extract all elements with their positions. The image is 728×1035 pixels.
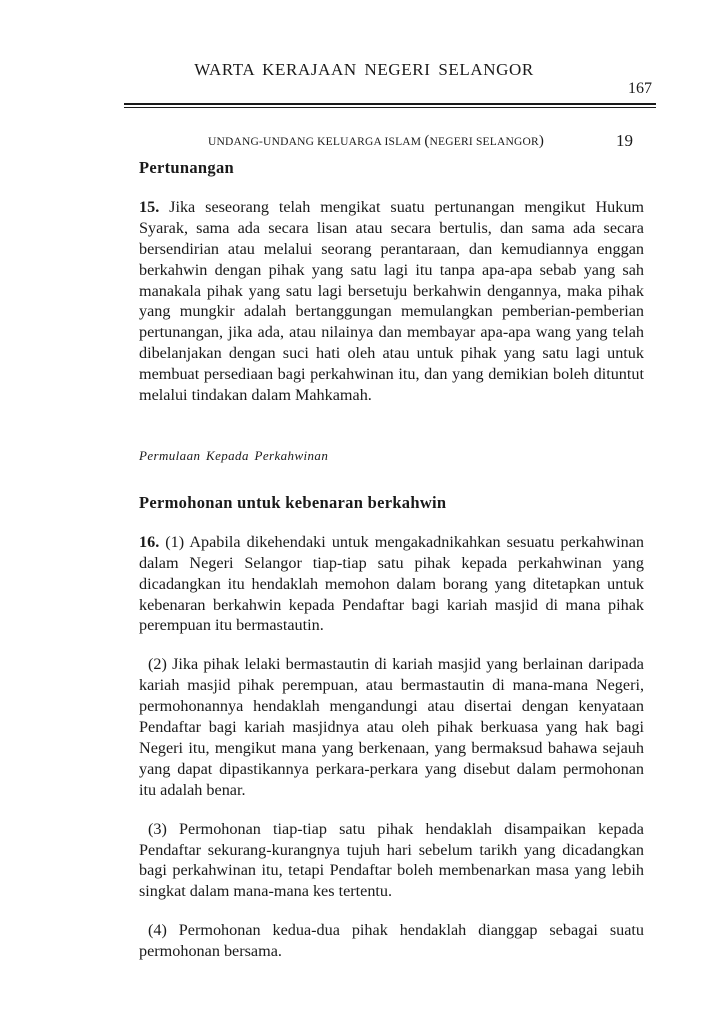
- section-16-subsection-2: (2) Jika pihak lelaki bermastautin di kariah masjid yang berlainan daripada kariah masjid pihak perempuan, atau bermastautin di mana-mana Negeri, permohonannya hendaklah mengandungi atau disertai dengan kenyataan Pendaftar bagi kariah masjidnya atau oleh pihak berkuasa yang hak bagi Negeri itu, mengikut mana yang berkenaan, yang bermaksud bahawa sejauh yang dapat dipastikannya perkara-perkara yang disebut dalam permohonan itu adalah benar.: [139, 655, 644, 799]
- running-header-part: (: [424, 133, 430, 149]
- running-header-part: -UNDANG KELUARGA ISLAM: [259, 136, 422, 148]
- document-body: [139, 158, 644, 962]
- section-16-number: 16.: [139, 532, 160, 551]
- part-heading: Permulaan Kepada Perkahwinan: [139, 447, 329, 463]
- header-rule-thin: [124, 107, 656, 108]
- section-15-number: 15.: [139, 197, 160, 216]
- subsection-1-text: (1) Apabila dikehendaki untuk mengakadnikahkan sesuatu perkahwinan dalam Negeri Selangor tiap-tiap satu pihak kepada perkahwinan yang dicadangkan itu hendaklah memohon dalam borang yang ditetapkan untuk kebenaran berkahwin kepada Pendaftar bagi kariah masjid di mana pihak perempuan itu bermastautin.: [139, 532, 644, 635]
- running-header-part: ): [538, 133, 545, 149]
- section-16-subsection-3: (3) Permohonan tiap-tiap satu pihak hendaklah disampaikan kepada Pendaftar sekurang-kurangnya tujuh hari sebelum tarikh yang dicadangkan bagi perkahwinan itu, tetapi Pendaftar boleh membenarkan masa yang lebih singkat dalam mana-mana kes tertentu.: [139, 819, 644, 901]
- gazette-title: WARTA KERAJAAN NEGERI SELANGOR: [194, 60, 534, 79]
- running-header-part: UNDANG: [208, 136, 260, 148]
- header-rule-thick: [124, 103, 656, 105]
- section-16-subsection-4: (4) Permohonan kedua-dua pihak hendaklah dianggap sebagai suatu permohonan bersama.: [139, 921, 644, 961]
- section-16-heading: Permohonan untuk kebenaran berkahwin: [139, 492, 447, 512]
- running-header-part: N: [429, 136, 439, 148]
- section-16-subsection-1: [139, 532, 644, 637]
- section-15-paragraph: [139, 197, 644, 406]
- section-15-text: Jika seseorang telah mengikat suatu pertunangan mengikut Hukum Syarak, sama ada secara lisan atau secara bertulis, dan sama ada secara bersendirian atau melalui seorang perantaraan, dan kemudiannya enggan berkahwin dengan pihak yang satu lagi itu tanpa apa-apa sebab yang sah manakala pihak yang satu lagi bersetuju berkahwin dengannya, maka pihak yang mungkir adalah bertanggungan memulangkan pemberian-pemberian pertunangan, jika ada, atau nilainya dan membayar apa-apa wang yang telah dibelanjakan dengan suci hati oleh atau untuk pihak yang satu lagi untuk membuat persediaan bagi perkahwinan itu, dan yang demikian boleh dituntut melalui tindakan dalam Mahkamah.: [139, 197, 645, 405]
- act-number: 19: [616, 131, 633, 150]
- section-15-heading: Pertunangan: [139, 158, 234, 177]
- page-number: 167: [628, 80, 652, 97]
- running-header-part: EGERI SELANGOR: [438, 136, 539, 148]
- running-header: [208, 133, 544, 150]
